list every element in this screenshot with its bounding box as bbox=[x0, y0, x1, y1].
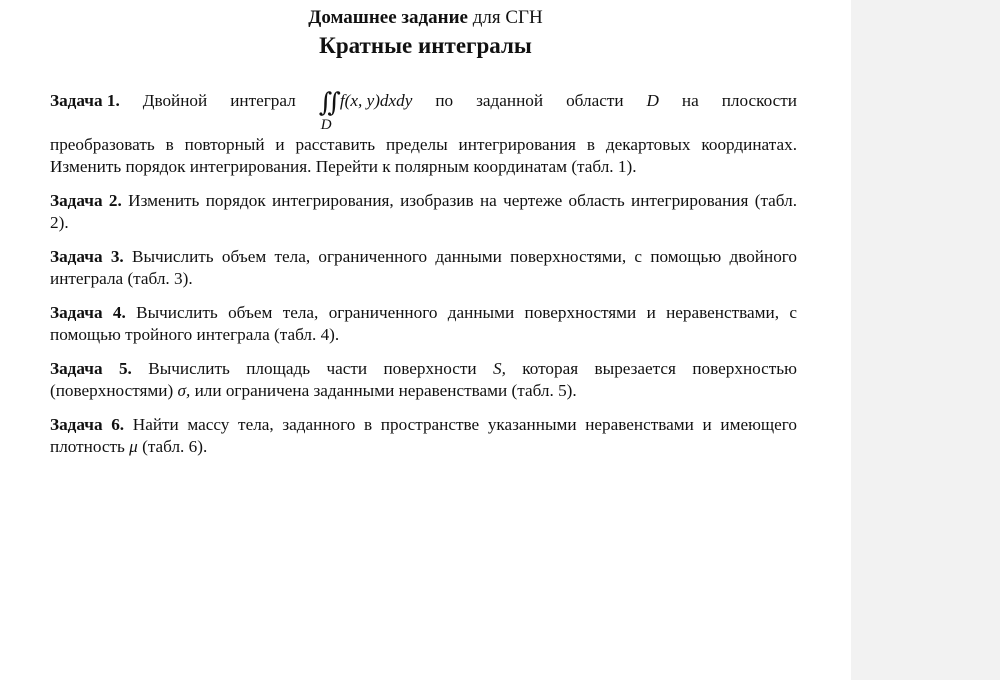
task-4 bbox=[50, 302, 797, 346]
task-1-label: Задача 1. bbox=[50, 91, 120, 110]
task-5-text-b: которая вырезается поверхностью (поверхностями) bbox=[50, 359, 797, 400]
task-1-word: по bbox=[435, 91, 454, 110]
task-2 bbox=[50, 190, 797, 234]
task-6-text-b: (табл. 6). bbox=[142, 437, 208, 456]
task-5 bbox=[50, 358, 797, 402]
integral-region-subscript: D bbox=[320, 117, 332, 133]
task-6 bbox=[50, 414, 797, 458]
task-1-word: плоскости bbox=[721, 91, 797, 110]
subtitle-bold: Домашнее задание bbox=[308, 7, 468, 28]
task-5-text-c: или ограничена заданными неравенствами (табл. 5). bbox=[194, 381, 577, 400]
region-variable: D bbox=[646, 91, 659, 110]
density-variable-mu: μ bbox=[129, 437, 138, 456]
surface-variable-s: S, bbox=[493, 359, 506, 378]
task-4-text: Вычислить объем тела, ограниченного данными поверхностями и неравенствами, с помощью тройного интеграла (табл. 4). bbox=[50, 303, 797, 344]
task-4-label: Задача 4. bbox=[50, 303, 126, 322]
task-6-text-a: Найти массу тела, заданного в пространстве указанными неравенствами и имеющего плотность bbox=[50, 415, 797, 456]
page-title: Кратные интегралы bbox=[319, 33, 532, 58]
task-3-text: Вычислить объем тела, ограниченного данными поверхностями, с помощью двойного интеграла (табл. 3). bbox=[50, 247, 797, 288]
task-5-label: Задача 5. bbox=[50, 359, 132, 378]
task-2-text: Изменить порядок интегрирования, изобразив на чертеже область интегрирования (табл. 2). bbox=[50, 191, 797, 232]
task-2-label: Задача 2. bbox=[50, 191, 122, 210]
task-1-word: Двойной bbox=[142, 91, 208, 110]
subtitle-rest: для СГН bbox=[472, 7, 543, 28]
task-1-word: на bbox=[681, 91, 699, 110]
task-1 bbox=[50, 90, 797, 178]
integrand-expression: f(x, y)dxdy bbox=[339, 91, 413, 110]
double-integral-formula bbox=[318, 88, 413, 133]
task-1-word: интеграл bbox=[230, 91, 296, 110]
surface-variable-sigma: σ, bbox=[177, 381, 191, 400]
double-integral-sign: ∬ bbox=[318, 88, 334, 117]
task-3-label: Задача 3. bbox=[50, 247, 124, 266]
task-3 bbox=[50, 246, 797, 290]
task-1-word: заданной bbox=[476, 91, 544, 110]
task-1-word: области bbox=[566, 91, 624, 110]
homework-subtitle bbox=[0, 6, 851, 30]
task-5-text-a: Вычислить площадь части поверхности bbox=[148, 359, 477, 378]
task-1-first-line bbox=[50, 90, 797, 134]
task-6-label: Задача 6. bbox=[50, 415, 125, 434]
task-1-text: преобразовать в повторный и расставить пределы интегрирования в декартовых координатах. Изменить порядок интегрирования. Перейти к полярным координатам (табл. 1). bbox=[50, 135, 797, 176]
task-list bbox=[50, 90, 797, 470]
document-header bbox=[0, 6, 851, 61]
